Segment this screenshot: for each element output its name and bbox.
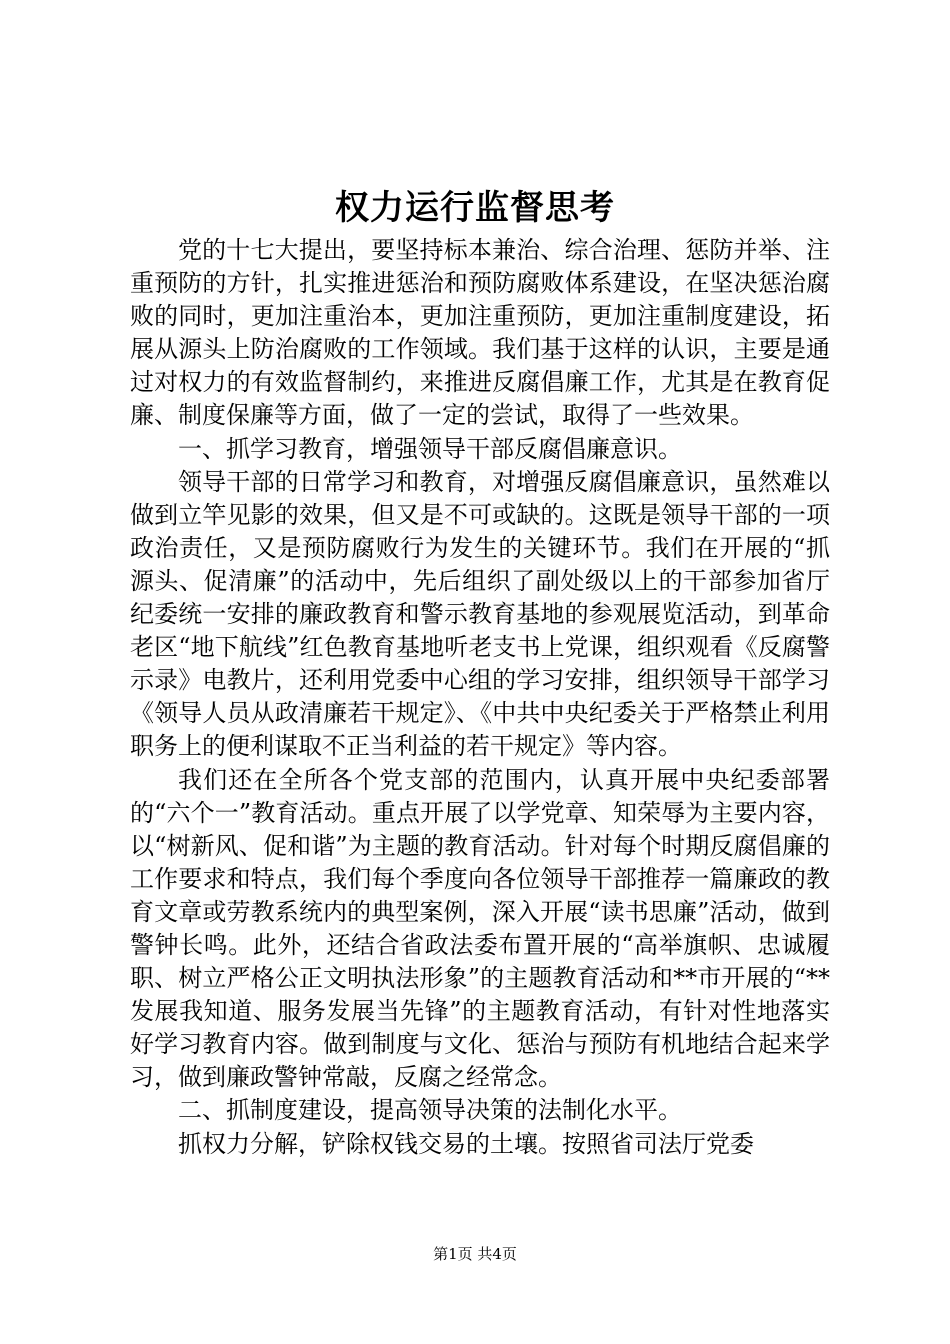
document-body: [130, 234, 830, 1161]
page-number-footer: 第1页 共4页: [433, 1245, 517, 1263]
document-title: 权力运行监督思考: [335, 188, 615, 228]
paragraph-power-division: 抓权力分解，铲除权钱交易的土壤。按照省司法厅党委: [178, 1129, 754, 1158]
section-heading-1: 一、抓学习教育，增强领导干部反腐倡廉意识。: [178, 434, 682, 463]
paragraph-intro: 党的十七大提出，要坚持标本兼治、综合治理、惩防并举、注重预防的方针，扎实推进惩治和预防腐败体系建设，在坚决惩治腐败的同时，更加注重治本，更加注重预防，更加注重制度建设，拓展从源头上防治腐败的工作领域。我们基于这样的认识，主要是通过对权力的有效监督制约，来推进反腐倡廉工作，尤其是在教育促廉、制度保廉等方面，做了一定的尝试，取得了一些效果。: [130, 236, 830, 430]
paragraph-six-one-activity: 我们还在全所各个党支部的范围内，认真开展中央纪委部署的“六个一”教育活动。重点开展了以学党章、知荣辱为主要内容，以“树新风、促和谐”为主题的教育活动。针对每个时期反腐倡廉的工作要求和特点，我们每个季度向各位领导干部推荐一篇廉政的教育文章或劳教系统内的典型案例，深入开展“读书思廉”活动，做到警钟长鸣。此外，还结合省政法委布置开展的“高举旗帜、忠诚履职、树立严格公正文明执法形象”的主题教育活动和**市开展的“**发展我知道、服务发展当先锋”的主题教育活动，有针对性地落实好学习教育内容。做到制度与文化、惩治与预防有机地结合起来学习，做到廉政警钟常敲，反腐之经常念。: [130, 765, 830, 1092]
paragraph-study-education: 领导干部的日常学习和教育，对增强反腐倡廉意识，虽然难以做到立竿见影的效果，但又是不可或缺的。这既是领导干部的一项政治责任，又是预防腐败行为发生的关键环节。我们在开展的“抓源头、促清廉”的活动中，先后组织了副处级以上的干部参加省厅纪委统一安排的廉政教育和警示教育基地的参观展览活动，到革命老区“地下航线”红色教育基地听老支书上党课，组织观看《反腐警示录》电教片，还利用党委中心组的学习安排，组织领导干部学习《领导人员从政清廉若干规定》、《中共中央纪委关于严格禁止利用职务上的便利谋取不正当利益的若干规定》等内容。: [130, 467, 830, 761]
section-heading-2: 二、抓制度建设，提高领导决策的法制化水平。: [178, 1096, 682, 1125]
